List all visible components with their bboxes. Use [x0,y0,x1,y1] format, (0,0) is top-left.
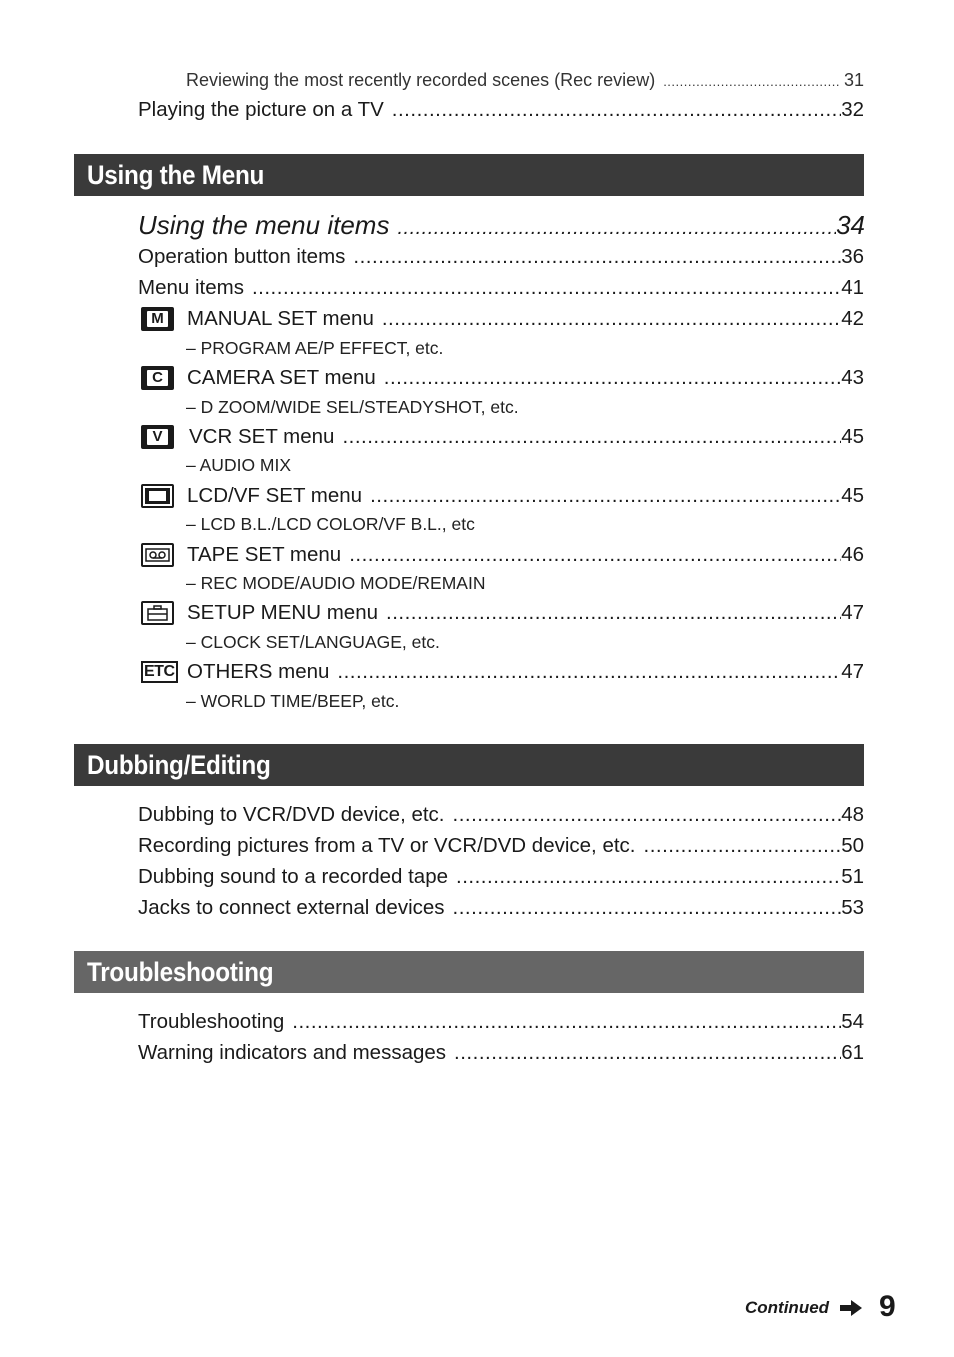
toc-entry-troubleshooting[interactable] [138,1010,864,1034]
entry-note: – CLOCK SET/LANGUAGE, etc. [186,632,440,652]
cassette-icon [144,546,171,564]
entry-label: MANUAL SET menu [187,307,374,330]
setup-menu-icon [141,601,174,625]
toc-entry-menu-items[interactable] [138,276,864,300]
leader-dots [454,1041,841,1065]
entry-label: SETUP MENU menu [187,601,379,624]
page-ref: 34 [836,210,865,240]
entry-label: Dubbing sound to a recorded tape [138,865,449,888]
lcd-screen-icon [144,487,171,505]
leader-dots [292,1010,841,1034]
arrow-right-icon [840,1300,862,1316]
page-ref: 53 [841,896,864,919]
leader-dots [252,276,841,300]
entry-label: CAMERA SET menu [187,366,376,389]
leader-dots [370,484,841,508]
page-ref: 50 [841,834,864,857]
continued-label: Continued [745,1298,830,1317]
entry-note: – WORLD TIME/BEEP, etc. [186,691,400,711]
page-ref: 46 [841,543,864,566]
entry-label: Playing the picture on a TV [138,98,384,121]
section-header-dubbing-editing [74,744,864,786]
page-ref: 32 [841,98,864,121]
page-ref: 51 [841,865,864,888]
toc-entry-recording-pictures[interactable] [138,834,864,858]
manual-set-icon-letter: M [147,311,168,327]
toc-entry-playing-tv[interactable] [138,98,864,122]
vcr-set-icon [141,425,174,449]
section-header-using-the-menu [74,154,864,196]
page-ref: 47 [841,660,864,683]
leader-dots [349,543,841,567]
entry-label: LCD/VF SET menu [187,484,363,507]
tape-set-icon [141,543,174,567]
others-etc-icon [141,660,174,684]
entry-label: Dubbing to VCR/DVD device, etc. [138,803,445,826]
leader-dots [342,425,841,449]
entry-label: Recording pictures from a TV or VCR/DVD device, etc. [138,834,636,857]
section-title: Troubleshooting [87,956,274,987]
page-ref: 47 [841,601,864,624]
leader-dots [384,366,841,390]
leader-dots [337,660,841,684]
page-number: 9 [879,1290,896,1323]
leader-dots [453,803,842,827]
toc-entry-operation-button-items[interactable] [138,245,864,269]
vcr-set-icon-letter: V [147,429,168,445]
section-title: Using the Menu [87,159,265,190]
toc-entry-warning-indicators[interactable] [138,1041,864,1065]
page-ref: 45 [841,484,864,507]
entry-note: – D ZOOM/WIDE SEL/STEADYSHOT, etc. [186,397,519,417]
section-title: Dubbing/Editing [87,749,271,780]
page-ref: 54 [841,1010,864,1033]
toc-entry-dubbing-sound[interactable] [138,865,864,889]
page-ref: 48 [841,803,864,826]
entry-label: Jacks to connect external devices [138,896,445,919]
entry-note: – PROGRAM AE/P EFFECT, etc. [186,338,444,358]
toc-entry-setup-menu[interactable] [187,601,864,625]
page-ref: 36 [841,245,864,268]
entry-label: VCR SET menu [189,425,335,448]
toolbox-icon [144,604,171,622]
manual-set-icon [141,307,174,331]
page-ref: 41 [841,276,864,299]
toc-entry-rec-review[interactable] [186,69,864,93]
leader-dots [353,245,841,269]
entry-label: Troubleshooting [138,1010,285,1033]
page-ref: 42 [841,307,864,330]
entry-label: TAPE SET menu [187,543,342,566]
toc-entry-manual-set[interactable] [187,307,864,331]
entry-label: OTHERS menu [187,660,330,683]
entry-label: Using the menu items [138,210,390,240]
entry-label: Operation button items [138,245,346,268]
toc-entry-dubbing-vcr[interactable] [138,803,864,827]
page-ref: 31 [843,70,864,90]
leader-dots [392,98,841,122]
leader-dots [456,865,841,889]
toc-entry-using-menu-items[interactable] [138,210,865,243]
entry-note: – AUDIO MIX [186,455,292,475]
toc-entry-camera-set[interactable] [187,366,864,390]
toc-entry-tape-set[interactable] [187,543,864,567]
leader-dots [644,834,842,858]
camera-set-icon [141,366,174,390]
toc-entry-others[interactable] [187,660,864,684]
entry-label: Menu items [138,276,244,299]
section-header-troubleshooting [74,951,864,993]
toc-entry-jacks[interactable] [138,896,864,920]
leader-dots [453,896,842,920]
entry-label: Reviewing the most recently recorded scenes (Rec review) [186,70,656,90]
leader-dots [382,307,841,331]
camera-set-icon-letter: C [147,370,168,386]
page-ref: 43 [841,366,864,389]
lcd-vf-set-icon [141,484,174,508]
toc-entry-vcr-set[interactable] [189,425,864,449]
leader-dots [663,71,840,93]
page-ref: 61 [841,1041,864,1064]
leader-dots [397,213,836,243]
entry-note: – LCD B.L./LCD COLOR/VF B.L., etc [186,514,475,534]
entry-note: – REC MODE/AUDIO MODE/REMAIN [186,573,486,593]
etc-label: ETC [141,661,178,683]
leader-dots [386,601,841,625]
page-ref: 45 [841,425,864,448]
entry-label: Warning indicators and messages [138,1041,447,1064]
toc-entry-lcd-vf-set[interactable] [187,484,864,508]
